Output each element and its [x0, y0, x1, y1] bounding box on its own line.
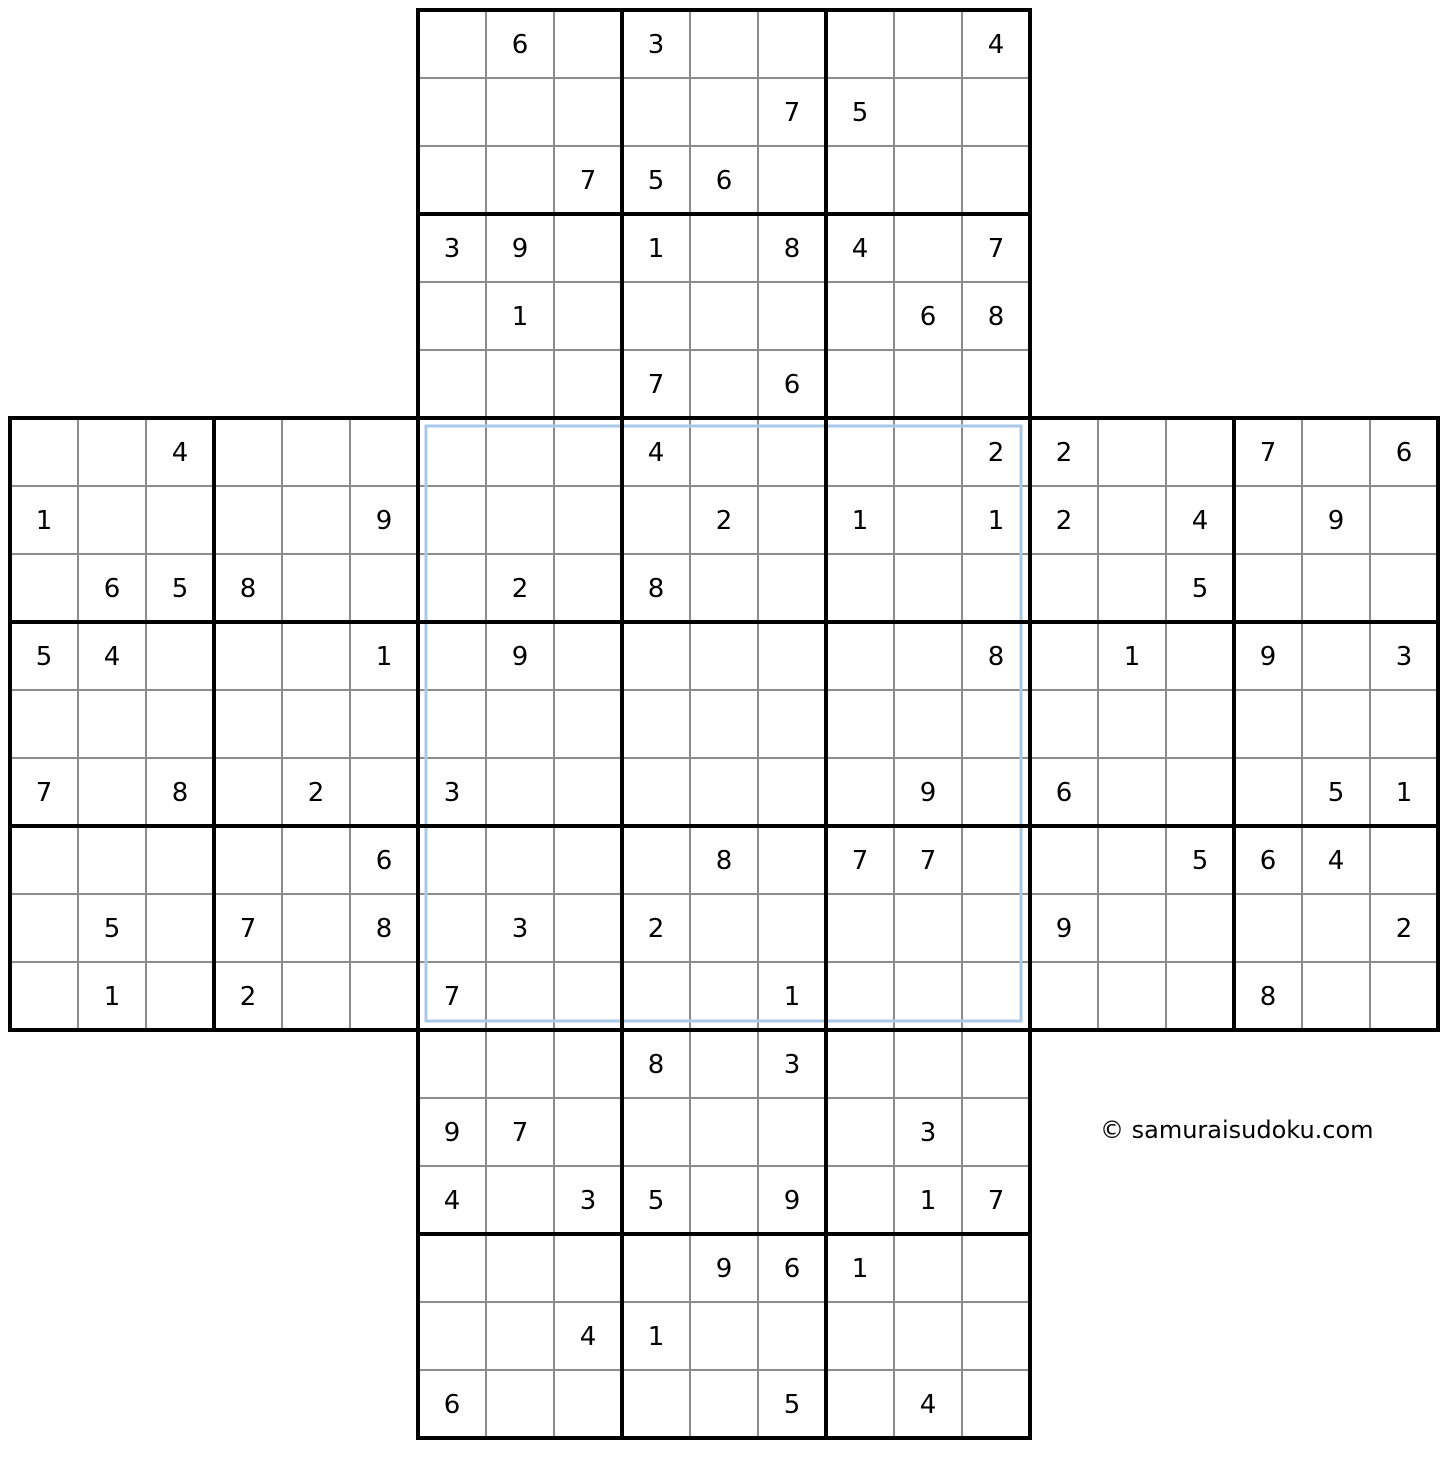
sudoku-cell[interactable] — [486, 1234, 554, 1302]
sudoku-cell[interactable] — [690, 1166, 758, 1234]
given-digit: 9 — [375, 506, 393, 536]
sudoku-cell[interactable] — [826, 1370, 894, 1438]
given-digit: 1 — [851, 506, 869, 536]
given-digit: 3 — [443, 234, 461, 264]
given-digit: 9 — [443, 1118, 461, 1148]
given-digit: 1 — [375, 642, 393, 672]
sudoku-cell[interactable] — [78, 826, 146, 894]
given-digit: 5 — [851, 98, 869, 128]
sudoku-cell[interactable] — [486, 1370, 554, 1438]
sudoku-cell[interactable] — [418, 826, 486, 894]
given-digit: 2 — [511, 574, 529, 604]
sudoku-cell[interactable] — [418, 622, 486, 690]
sudoku-cell[interactable] — [1302, 690, 1370, 758]
sudoku-cell[interactable] — [690, 622, 758, 690]
given-digit: 6 — [715, 166, 733, 196]
sudoku-cell[interactable] — [78, 486, 146, 554]
sudoku-cell[interactable] — [826, 690, 894, 758]
sudoku-cell[interactable] — [894, 1030, 962, 1098]
sudoku-cell[interactable] — [146, 690, 214, 758]
sudoku-cell[interactable] — [554, 894, 622, 962]
given-digit: 3 — [919, 1118, 937, 1148]
sudoku-cell[interactable] — [486, 350, 554, 418]
sudoku-cell[interactable] — [1370, 486, 1438, 554]
given-digit: 8 — [783, 234, 801, 264]
sudoku-cell[interactable] — [1098, 894, 1166, 962]
sudoku-cell[interactable] — [826, 1030, 894, 1098]
sudoku-cell[interactable] — [10, 894, 78, 962]
sudoku-cell[interactable] — [418, 1302, 486, 1370]
sudoku-cell[interactable] — [1234, 894, 1302, 962]
given-digit: 8 — [987, 302, 1005, 332]
sudoku-cell[interactable] — [894, 622, 962, 690]
given-digit: 3 — [443, 778, 461, 808]
sudoku-cell[interactable] — [1370, 554, 1438, 622]
sudoku-cell[interactable] — [418, 350, 486, 418]
sudoku-cell[interactable] — [894, 1234, 962, 1302]
sudoku-cell[interactable] — [554, 1098, 622, 1166]
sudoku-cell[interactable] — [554, 1370, 622, 1438]
given-digit: 1 — [851, 1254, 869, 1284]
given-digit: 2 — [987, 438, 1005, 468]
given-digit: 8 — [239, 574, 257, 604]
sudoku-cell[interactable] — [758, 10, 826, 78]
given-digit: 2 — [715, 506, 733, 536]
sudoku-cell[interactable] — [146, 622, 214, 690]
given-digit: 6 — [1055, 778, 1073, 808]
sudoku-cell[interactable] — [1166, 962, 1234, 1030]
sudoku-cell[interactable] — [554, 690, 622, 758]
given-digit: 7 — [1259, 438, 1277, 468]
sudoku-cell[interactable] — [894, 1302, 962, 1370]
sudoku-cell[interactable] — [690, 1302, 758, 1370]
given-digit: 8 — [1259, 982, 1277, 1012]
sudoku-cell[interactable] — [554, 758, 622, 826]
sudoku-cell[interactable] — [10, 962, 78, 1030]
given-digit: 8 — [375, 914, 393, 944]
sudoku-cell[interactable] — [894, 214, 962, 282]
sudoku-cell[interactable] — [554, 78, 622, 146]
given-digit: 2 — [1395, 914, 1413, 944]
cell-layer[interactable] — [10, 10, 1438, 1438]
given-digit: 7 — [443, 982, 461, 1012]
given-digit: 1 — [103, 982, 121, 1012]
sudoku-cell[interactable] — [894, 690, 962, 758]
given-digit: 3 — [783, 1050, 801, 1080]
sudoku-cell[interactable] — [962, 1030, 1030, 1098]
sudoku-cell[interactable] — [282, 962, 350, 1030]
sudoku-cell[interactable] — [622, 622, 690, 690]
sudoku-cell[interactable] — [758, 554, 826, 622]
sudoku-cell[interactable] — [894, 486, 962, 554]
sudoku-cell[interactable] — [554, 350, 622, 418]
sudoku-cell[interactable] — [758, 690, 826, 758]
sudoku-cell[interactable] — [1234, 758, 1302, 826]
sudoku-cell[interactable] — [690, 690, 758, 758]
sudoku-cell[interactable] — [486, 1166, 554, 1234]
sudoku-cell[interactable] — [894, 146, 962, 214]
sudoku-cell[interactable] — [282, 690, 350, 758]
given-digit: 4 — [919, 1390, 937, 1420]
sudoku-cell[interactable] — [758, 418, 826, 486]
sudoku-cell[interactable] — [486, 1030, 554, 1098]
sudoku-cell[interactable] — [418, 10, 486, 78]
given-digit: 1 — [647, 234, 665, 264]
sudoku-cell[interactable] — [282, 418, 350, 486]
sudoku-cell[interactable] — [418, 418, 486, 486]
given-digit: 1 — [35, 506, 53, 536]
sudoku-cell[interactable] — [554, 10, 622, 78]
given-digit: 9 — [919, 778, 937, 808]
sudoku-cell[interactable] — [826, 554, 894, 622]
sudoku-cell[interactable] — [10, 826, 78, 894]
given-digit: 5 — [171, 574, 189, 604]
sudoku-cell[interactable] — [1166, 690, 1234, 758]
given-digit: 5 — [1191, 846, 1209, 876]
sudoku-cell[interactable] — [350, 758, 418, 826]
sudoku-cell[interactable] — [282, 894, 350, 962]
sudoku-cell[interactable] — [554, 554, 622, 622]
sudoku-cell[interactable] — [826, 894, 894, 962]
sudoku-cell[interactable] — [486, 758, 554, 826]
sudoku-cell[interactable] — [486, 418, 554, 486]
sudoku-cell[interactable] — [690, 758, 758, 826]
sudoku-cell[interactable] — [486, 486, 554, 554]
sudoku-cell[interactable] — [350, 418, 418, 486]
sudoku-cell[interactable] — [282, 622, 350, 690]
sudoku-cell[interactable] — [894, 894, 962, 962]
sudoku-cell[interactable] — [554, 214, 622, 282]
sudoku-cell[interactable] — [1098, 826, 1166, 894]
sudoku-cell[interactable] — [1234, 486, 1302, 554]
sudoku-cell[interactable] — [10, 418, 78, 486]
sudoku-cell[interactable] — [690, 554, 758, 622]
sudoku-cell[interactable] — [1234, 690, 1302, 758]
sudoku-cell[interactable] — [826, 10, 894, 78]
given-digit: 8 — [647, 574, 665, 604]
given-digit: 5 — [35, 642, 53, 672]
given-digit: 8 — [987, 642, 1005, 672]
sudoku-cell[interactable] — [894, 10, 962, 78]
sudoku-cell[interactable] — [1098, 690, 1166, 758]
sudoku-cell[interactable] — [486, 78, 554, 146]
sudoku-cell[interactable] — [486, 1302, 554, 1370]
sudoku-cell[interactable] — [758, 486, 826, 554]
sudoku-cell[interactable] — [214, 418, 282, 486]
sudoku-cell[interactable] — [1234, 554, 1302, 622]
sudoku-cell[interactable] — [962, 146, 1030, 214]
sudoku-cell[interactable] — [962, 350, 1030, 418]
sudoku-cell[interactable] — [146, 962, 214, 1030]
given-digit: 4 — [851, 234, 869, 264]
given-digit: 4 — [103, 642, 121, 672]
sudoku-cell[interactable] — [690, 418, 758, 486]
sudoku-cell[interactable] — [1030, 622, 1098, 690]
sudoku-cell[interactable] — [10, 690, 78, 758]
sudoku-cell[interactable] — [350, 690, 418, 758]
sudoku-cell[interactable] — [1370, 826, 1438, 894]
given-digit: 5 — [1191, 574, 1209, 604]
sudoku-cell[interactable] — [622, 690, 690, 758]
given-digit: 3 — [579, 1186, 597, 1216]
given-digit: 9 — [511, 642, 529, 672]
sudoku-cell[interactable] — [826, 146, 894, 214]
sudoku-cell[interactable] — [690, 282, 758, 350]
sudoku-cell[interactable] — [10, 554, 78, 622]
sudoku-cell[interactable] — [282, 826, 350, 894]
sudoku-cell[interactable] — [962, 1098, 1030, 1166]
given-digit: 1 — [647, 1322, 665, 1352]
sudoku-cell[interactable] — [418, 146, 486, 214]
sudoku-cell[interactable] — [78, 758, 146, 826]
given-digit: 6 — [103, 574, 121, 604]
sudoku-cell[interactable] — [350, 554, 418, 622]
given-digit: 2 — [1055, 438, 1073, 468]
sudoku-cell[interactable] — [826, 350, 894, 418]
sudoku-cell[interactable] — [894, 554, 962, 622]
sudoku-cell[interactable] — [690, 1098, 758, 1166]
given-digit: 8 — [647, 1050, 665, 1080]
sudoku-cell[interactable] — [690, 1370, 758, 1438]
sudoku-cell[interactable] — [418, 78, 486, 146]
given-digit: 7 — [579, 166, 597, 196]
given-digit: 4 — [1327, 846, 1345, 876]
given-digit: 4 — [647, 438, 665, 468]
sudoku-cell[interactable] — [554, 622, 622, 690]
given-digit: 9 — [511, 234, 529, 264]
sudoku-cell[interactable] — [78, 418, 146, 486]
sudoku-cell[interactable] — [146, 894, 214, 962]
sudoku-cell[interactable] — [758, 282, 826, 350]
given-digit: 1 — [783, 982, 801, 1012]
given-digit: 2 — [1055, 506, 1073, 536]
sudoku-cell[interactable] — [1030, 554, 1098, 622]
sudoku-cell[interactable] — [622, 282, 690, 350]
sudoku-cell[interactable] — [486, 146, 554, 214]
given-digit: 7 — [647, 370, 665, 400]
given-digit: 3 — [647, 30, 665, 60]
sudoku-cell[interactable] — [282, 554, 350, 622]
sudoku-cell[interactable] — [418, 554, 486, 622]
given-digit: 4 — [1191, 506, 1209, 536]
given-digit: 6 — [783, 1254, 801, 1284]
sudoku-cell[interactable] — [894, 350, 962, 418]
given-digit: 6 — [1395, 438, 1413, 468]
sudoku-cell[interactable] — [554, 1234, 622, 1302]
sudoku-cell[interactable] — [1098, 418, 1166, 486]
given-digit: 1 — [919, 1186, 937, 1216]
sudoku-cell[interactable] — [690, 1030, 758, 1098]
sudoku-cell[interactable] — [1302, 894, 1370, 962]
sudoku-cell[interactable] — [622, 1370, 690, 1438]
sudoku-cell[interactable] — [214, 826, 282, 894]
given-digit: 9 — [1055, 914, 1073, 944]
given-digit: 7 — [919, 846, 937, 876]
given-digit: 8 — [171, 778, 189, 808]
given-digit: 1 — [511, 302, 529, 332]
sudoku-cell[interactable] — [1030, 826, 1098, 894]
sudoku-cell[interactable] — [758, 622, 826, 690]
given-digit: 6 — [511, 30, 529, 60]
sudoku-cell[interactable] — [826, 1302, 894, 1370]
sudoku-cell[interactable] — [758, 826, 826, 894]
given-digit: 5 — [647, 1186, 665, 1216]
sudoku-cell[interactable] — [146, 826, 214, 894]
sudoku-cell[interactable] — [554, 826, 622, 894]
sudoku-cell[interactable] — [78, 690, 146, 758]
given-digit: 7 — [511, 1118, 529, 1148]
sudoku-cell[interactable] — [826, 282, 894, 350]
sudoku-cell[interactable] — [758, 894, 826, 962]
sudoku-cell[interactable] — [418, 690, 486, 758]
sudoku-cell[interactable] — [1370, 690, 1438, 758]
sudoku-cell[interactable] — [214, 486, 282, 554]
sudoku-cell[interactable] — [826, 1166, 894, 1234]
given-digit: 2 — [307, 778, 325, 808]
sudoku-cell[interactable] — [554, 1030, 622, 1098]
sudoku-cell[interactable] — [826, 758, 894, 826]
copyright-credit: © samuraisudoku.com — [1100, 1116, 1374, 1144]
sudoku-cell[interactable] — [758, 1098, 826, 1166]
given-digit: 7 — [783, 98, 801, 128]
given-digit: 5 — [783, 1390, 801, 1420]
sudoku-cell[interactable] — [418, 486, 486, 554]
sudoku-cell[interactable] — [1302, 418, 1370, 486]
sudoku-cell[interactable] — [1098, 554, 1166, 622]
given-digit: 9 — [715, 1254, 733, 1284]
sudoku-cell[interactable] — [758, 758, 826, 826]
sudoku-cell[interactable] — [1166, 758, 1234, 826]
sudoku-cell[interactable] — [214, 690, 282, 758]
given-digit: 4 — [579, 1322, 597, 1352]
given-digit: 6 — [783, 370, 801, 400]
given-digit: 6 — [443, 1390, 461, 1420]
sudoku-cell[interactable] — [758, 1302, 826, 1370]
given-digit: 4 — [443, 1186, 461, 1216]
given-digit: 3 — [511, 914, 529, 944]
sudoku-cell[interactable] — [418, 1030, 486, 1098]
sudoku-cell[interactable] — [622, 1234, 690, 1302]
sudoku-cell[interactable] — [214, 622, 282, 690]
given-digit: 2 — [239, 982, 257, 1012]
given-digit: 7 — [851, 846, 869, 876]
sudoku-cell[interactable] — [1098, 758, 1166, 826]
given-digit: 3 — [1395, 642, 1413, 672]
sudoku-cell[interactable] — [758, 146, 826, 214]
sudoku-cell[interactable] — [622, 486, 690, 554]
sudoku-cell[interactable] — [894, 418, 962, 486]
sudoku-cell[interactable] — [826, 622, 894, 690]
given-digit: 1 — [1395, 778, 1413, 808]
given-digit: 5 — [1327, 778, 1345, 808]
given-digit: 1 — [987, 506, 1005, 536]
given-digit: 7 — [987, 234, 1005, 264]
given-digit: 4 — [171, 438, 189, 468]
sudoku-cell[interactable] — [622, 78, 690, 146]
sudoku-cell[interactable] — [1098, 962, 1166, 1030]
sudoku-cell[interactable] — [1098, 486, 1166, 554]
sudoku-cell[interactable] — [486, 690, 554, 758]
given-digit: 9 — [1327, 506, 1345, 536]
given-digit: 6 — [1259, 846, 1277, 876]
sudoku-cell[interactable] — [1166, 894, 1234, 962]
given-digit: 1 — [1123, 642, 1141, 672]
sudoku-cell[interactable] — [826, 1098, 894, 1166]
sudoku-cell[interactable] — [826, 418, 894, 486]
sudoku-cell[interactable] — [1370, 962, 1438, 1030]
given-digit: 4 — [987, 30, 1005, 60]
given-digit: 7 — [987, 1186, 1005, 1216]
sudoku-cell[interactable] — [1166, 418, 1234, 486]
sudoku-cell[interactable] — [622, 758, 690, 826]
given-digit: 6 — [375, 846, 393, 876]
sudoku-cell[interactable] — [146, 486, 214, 554]
sudoku-cell[interactable] — [214, 758, 282, 826]
sudoku-cell[interactable] — [418, 1234, 486, 1302]
sudoku-cell[interactable] — [554, 282, 622, 350]
given-digit: 5 — [103, 914, 121, 944]
sudoku-cell[interactable] — [690, 214, 758, 282]
sudoku-cell[interactable] — [350, 962, 418, 1030]
given-digit: 9 — [783, 1186, 801, 1216]
sudoku-cell[interactable] — [690, 350, 758, 418]
given-digit: 7 — [239, 914, 257, 944]
sudoku-cell[interactable] — [1302, 622, 1370, 690]
sudoku-cell[interactable] — [690, 10, 758, 78]
sudoku-cell[interactable] — [282, 486, 350, 554]
sudoku-cell[interactable] — [962, 1370, 1030, 1438]
sudoku-cell[interactable] — [1030, 690, 1098, 758]
sudoku-cell[interactable] — [486, 826, 554, 894]
given-digit: 5 — [647, 166, 665, 196]
given-digit: 2 — [647, 914, 665, 944]
sudoku-cell[interactable] — [1030, 962, 1098, 1030]
sudoku-cell[interactable] — [690, 894, 758, 962]
sudoku-cell[interactable] — [962, 78, 1030, 146]
sudoku-cell[interactable] — [894, 78, 962, 146]
sudoku-cell[interactable] — [554, 486, 622, 554]
sudoku-cell[interactable] — [418, 282, 486, 350]
sudoku-cell[interactable] — [962, 1302, 1030, 1370]
sudoku-cell[interactable] — [622, 1098, 690, 1166]
given-digit: 8 — [715, 846, 733, 876]
given-digit: 7 — [35, 778, 53, 808]
given-digit: 9 — [1259, 642, 1277, 672]
sudoku-cell[interactable] — [962, 1234, 1030, 1302]
sudoku-cell[interactable] — [1302, 962, 1370, 1030]
sudoku-cell[interactable] — [622, 826, 690, 894]
sudoku-cell[interactable] — [1302, 554, 1370, 622]
sudoku-cell[interactable] — [1166, 622, 1234, 690]
sudoku-cell[interactable] — [554, 418, 622, 486]
given-digit: 6 — [919, 302, 937, 332]
sudoku-cell[interactable] — [418, 894, 486, 962]
sudoku-cell[interactable] — [690, 78, 758, 146]
